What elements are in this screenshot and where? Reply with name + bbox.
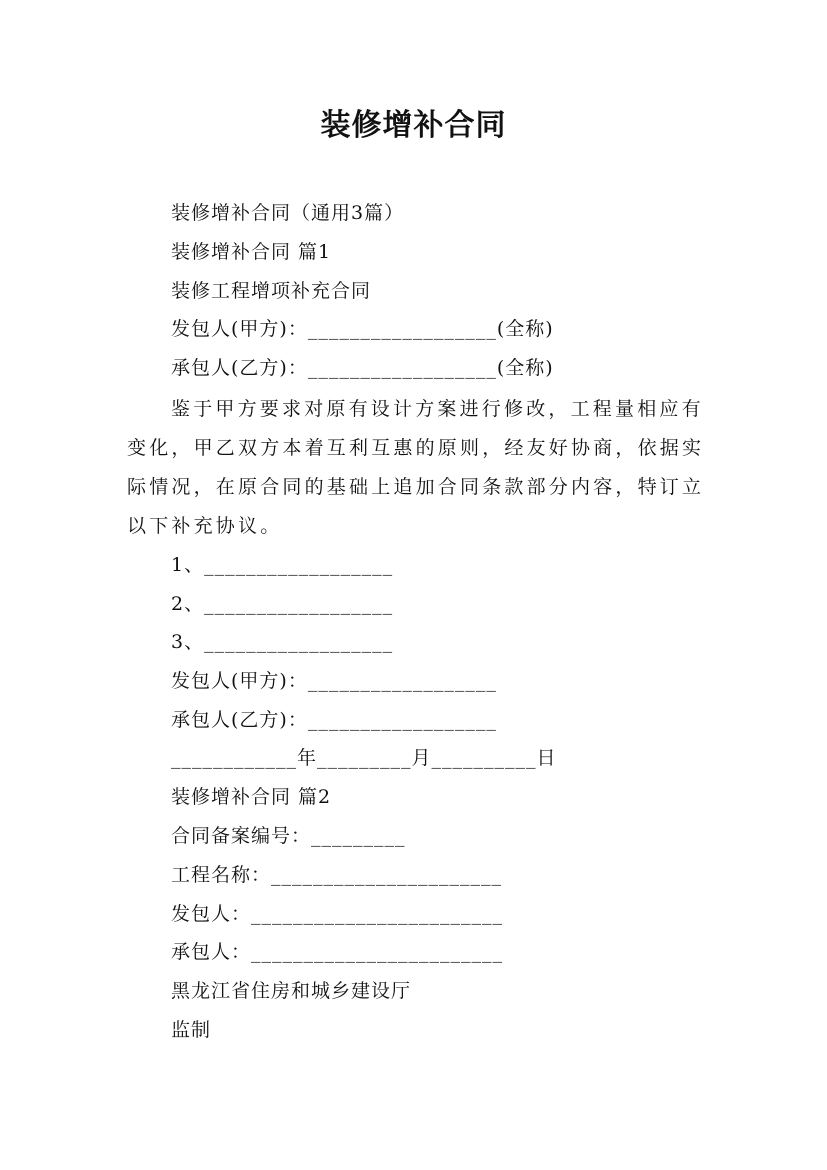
contractor-field: 承包人：________________________ <box>171 941 504 963</box>
project-name-field: 工程名称：______________________ <box>171 864 503 886</box>
section-heading-2: 装修增补合同 篇2 <box>171 786 332 808</box>
section-heading-1: 装修增补合同 篇1 <box>171 241 332 263</box>
clause-1: 1、__________________ <box>171 554 394 576</box>
issuing-authority: 黑龙江省住房和城乡建设厅 <box>171 980 412 1002</box>
toc-line: 装修增补合同（通用3篇） <box>171 202 405 224</box>
party-b-signature: 承包人(乙方)：__________________ <box>171 709 497 731</box>
clause-2: 2、__________________ <box>171 593 394 615</box>
filing-number-field: 合同备案编号：_________ <box>171 825 406 847</box>
employer-field: 发包人：________________________ <box>171 903 504 925</box>
clause-3: 3、__________________ <box>171 631 394 653</box>
party-b-field: 承包人(乙方)：__________________(全称) <box>171 357 554 379</box>
party-a-field: 发包人(甲方)：__________________(全称) <box>171 318 554 340</box>
contract-subtitle: 装修工程增项补充合同 <box>171 280 372 302</box>
document-title: 装修增补合同 <box>320 108 507 143</box>
party-a-signature: 发包人(甲方)：__________________ <box>171 670 497 692</box>
preamble-paragraph: 鉴于甲方要求对原有设计方案进行修改，工程量相应有变化，甲乙双方本着互利互惠的原则，经友好协商，依据实际情况，在原合同的基础上追加合同条款部分内容，特订立以下补充协议。 <box>127 398 705 537</box>
supervision-label: 监制 <box>171 1019 212 1041</box>
date-line: ____________年_________月__________日 <box>171 747 557 769</box>
